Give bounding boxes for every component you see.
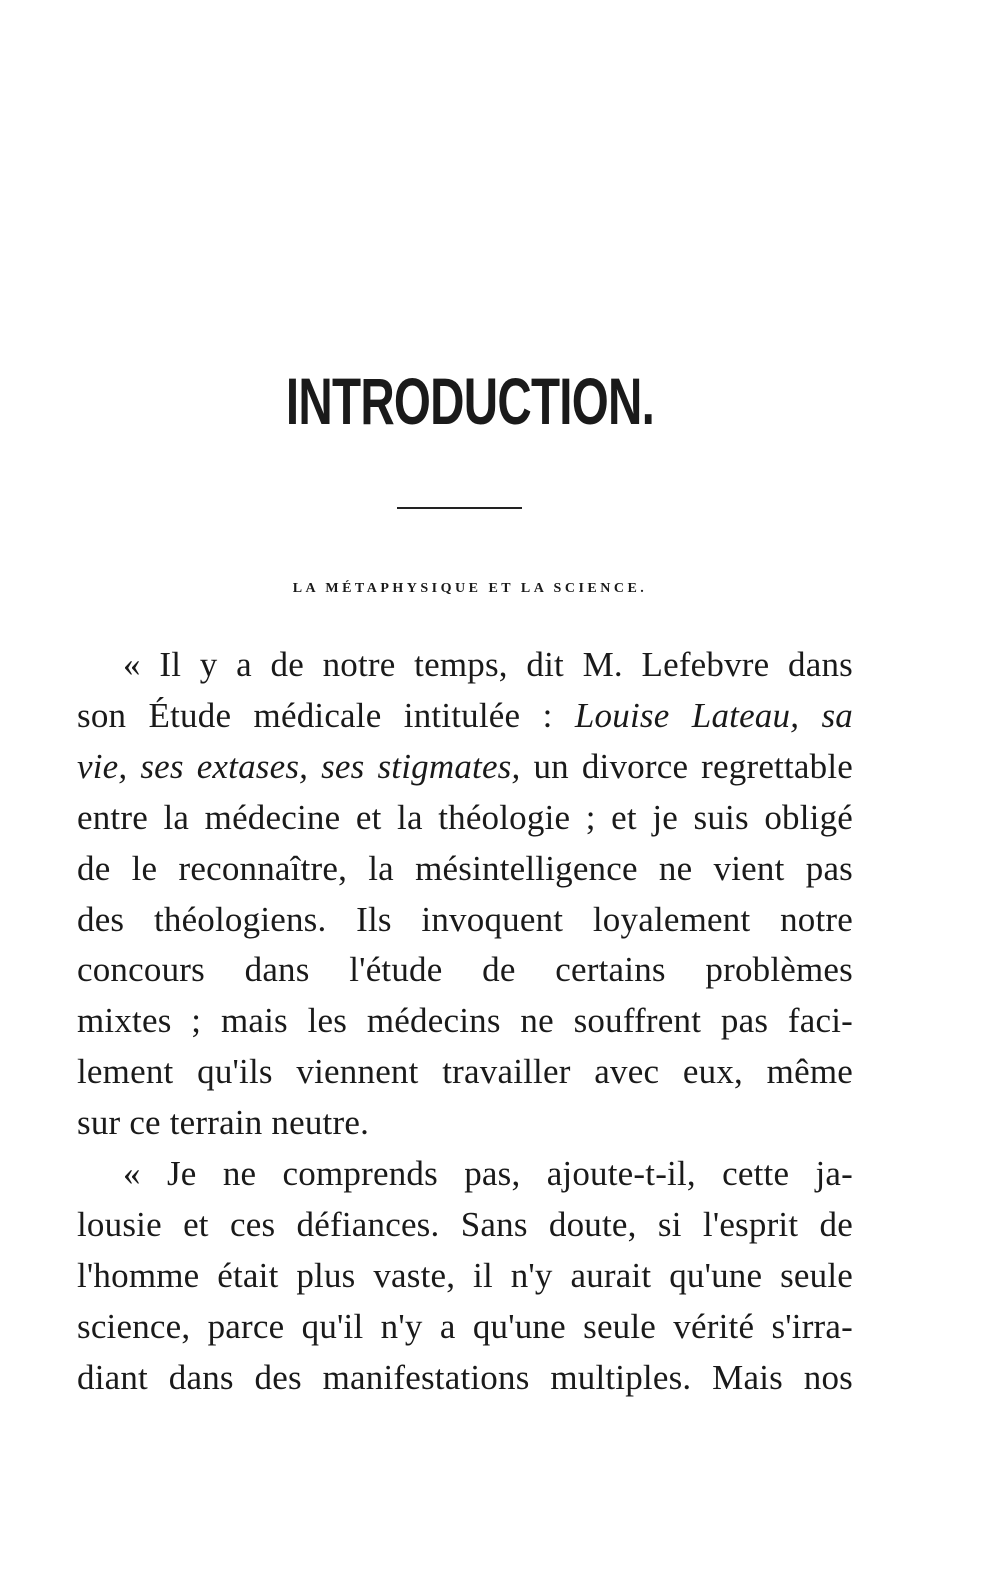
text-line bbox=[77, 691, 853, 742]
text-line-part: un divorce regrettable bbox=[520, 746, 853, 786]
title-divider bbox=[397, 507, 522, 509]
text-line: lousie et ces défiances. Sans doute, si l'esprit de bbox=[77, 1204, 853, 1244]
text-line: sur ce terrain neutre. bbox=[77, 1103, 370, 1143]
chapter-title: INTRODUCTION. bbox=[285, 364, 655, 438]
text-line bbox=[77, 742, 853, 793]
text-line: « Je ne comprends pas, ajoute-t-il, cette ja- bbox=[123, 1154, 853, 1194]
text-line: des théologiens. Ils invoquent loyalement notre bbox=[77, 899, 853, 939]
text-line: diant dans des manifestations multiples. Mais nos bbox=[77, 1357, 853, 1397]
text-line: « Il y a de notre temps, dit M. Lefebvre dans bbox=[123, 645, 853, 684]
section-subtitle: LA MÉTAPHYSIQUE ET LA SCIENCE. bbox=[292, 581, 648, 596]
text-line-part: son Étude médicale intitulée : bbox=[77, 695, 575, 735]
text-line: mixtes ; mais les médecins ne souffrent pas faci- bbox=[77, 1001, 853, 1041]
body-text bbox=[77, 640, 853, 1404]
text-line: science, parce qu'il n'y a qu'une seule vérité s'irra- bbox=[77, 1306, 853, 1346]
italic-book-title: Louise Lateau, sa bbox=[574, 695, 854, 735]
text-line: concours dans l'étude de certains problèmes bbox=[77, 950, 853, 990]
italic-book-title: vie, ses extases, ses stigmates, bbox=[77, 746, 521, 786]
text-line: entre la médecine et la théologie ; et je suis obligé bbox=[77, 797, 853, 837]
text-line: de le reconnaître, la mésintelligence ne vient pas bbox=[77, 848, 853, 888]
text-line: lement qu'ils viennent travailler avec eux, même bbox=[77, 1052, 853, 1092]
text-line: l'homme était plus vaste, il n'y aurait qu'une seule bbox=[77, 1255, 853, 1295]
